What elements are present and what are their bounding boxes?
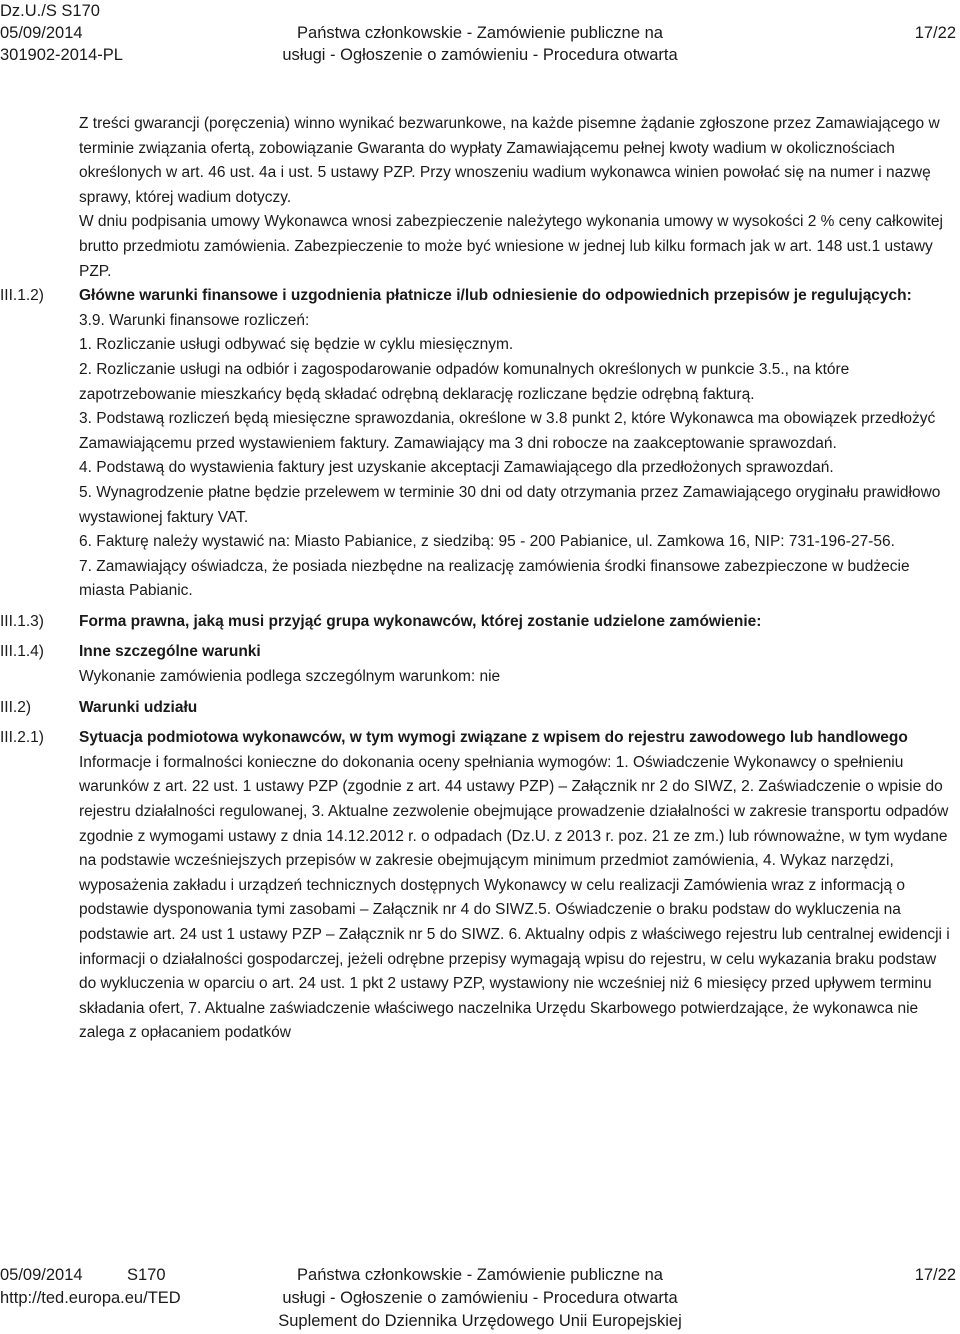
paragraph: 3. Podstawą rozliczeń będą miesięczne sprawozdania, określone w 3.8 punkt 2, które Wykonawca ma obowiązek przedłożyć Zamawiającemu przed wystawieniem faktury. Zamawiający ma 3 dni robocze na zaakceptowanie sprawozdań. [79, 410, 936, 452]
header-page-number: 17/22 [914, 24, 956, 42]
footer-series: S170 [127, 1266, 166, 1284]
header-title-line-1: Państwa członkowskie - Zamówienie publiczne na [297, 24, 663, 42]
footer-title-line-2: usługi - Ogłoszenie o zamówieniu - Procedura otwarta [282, 1289, 678, 1307]
header-title-line-2: usługi - Ogłoszenie o zamówieniu - Procedura otwarta [282, 46, 678, 64]
paragraph: 2. Rozliczanie usługi na odbiór i zagospodarowanie odpadów komunalnych określonych w punkcie 3.5., na które zapotrzebowanie mieszkańcy będą składać odrębną deklarację rozliczane będzie odrębną fakturą. [79, 360, 850, 403]
paragraph: W dniu podpisania umowy Wykonawca wnosi zabezpieczenie należytego wykonania umowy w wysokości 2 % ceny całkowitej brutto przedmiotu zamówienia. Zabezpieczenie to może być wniesione w jednej lub kilku formach jak w art. 148 ust.1 ustawy PZP. [79, 213, 943, 280]
section-heading: Inne szczególne warunki [79, 643, 261, 661]
section-heading: Forma prawna, jaką musi przyjąć grupa wykonawców, której zostanie udzielone zamówienie: [79, 612, 762, 630]
section-body [79, 726, 951, 1046]
paragraph: 1. Rozliczanie usługi odbywać się będzie w cyklu miesięcznym. [79, 336, 514, 354]
section [0, 640, 960, 689]
section-number-label: III.2) [0, 698, 32, 716]
section [0, 112, 960, 604]
section-number-label: III.1.4) [0, 643, 44, 661]
header-date: 05/09/2014 [0, 24, 83, 42]
notice-number: 301902-2014-PL [0, 46, 123, 64]
footer-date: 05/09/2014 [0, 1266, 83, 1284]
paragraph: 5. Wynagrodzenie płatne będzie przelewem w terminie 30 dni od daty otrzymania przez Zamawiającego oryginału prawidłowo wystawionej faktury VAT. [79, 483, 941, 526]
section [0, 696, 960, 721]
section-number-label: III.1.3) [0, 612, 44, 630]
paragraph: 3.9. Warunki finansowe rozliczeń: [79, 311, 310, 329]
document-body [0, 112, 960, 1046]
paragraph: 6. Fakturę należy wystawić na: Miasto Pabianice, z siedzibą: 95 - 200 Pabianice, ul. Zamkowa 16, NIP: 731-196-27-56. [79, 533, 895, 551]
section-heading: Warunki udziału [79, 698, 198, 716]
footer-supplement-name: Suplement do Dziennika Urzędowego Unii Europejskiej [278, 1312, 682, 1330]
section-body [79, 112, 951, 604]
section [0, 726, 960, 1046]
section-number-label: III.1.2) [0, 287, 44, 304]
footer-title-line-1: Państwa członkowskie - Zamówienie publiczne na [297, 1266, 663, 1284]
section-heading: Główne warunki finansowe i uzgodnienia płatnicze i/lub odniesienie do odpowiednich przepisów je regulujących: [79, 287, 912, 305]
paragraph: Z treści gwarancji (poręczenia) winno wynikać bezwarunkowe, na każde pisemne żądanie zgłoszone przez Zamawiającego w terminie związania ofertą, zobowiązanie Gwaranta do wypłaty Zamawiającemu pełnej kwoty wadium w okolicznościach określonych w art. 46 ust. 4a i ust. 5 ustawy PZP. Przy wnoszeniu wadium wykonawca winien powołać się na numer i nazwę sprawy, której wadium dotyczy. [79, 115, 940, 206]
section-body [79, 610, 951, 635]
section-body [79, 640, 951, 689]
paragraph: Wykonanie zamówienia podlega szczególnym warunkom: nie [79, 668, 501, 686]
section-number-label: III.2.1) [0, 729, 44, 747]
section-body [79, 696, 951, 721]
paragraph: 4. Podstawą do wystawienia faktury jest uzyskanie akceptacji Zamawiającego dla przedłożonych sprawozdań. [79, 459, 834, 477]
paragraph: Informacje i formalności konieczne do dokonania oceny spełniania wymogów: 1. Oświadczenie Wykonawcy o spełnieniu warunków z art. 22 ust. 1 ustawy PZP (zgodnie z art. 44 ustawy PZP) – Załącznik nr 2 do SIWZ, 2. Zaświadczenie o wpisie do rejestru działalności regulowanej, 3. Aktualne zezwolenie obejmujące prowadzenie działalności w zakresie transportu odpadów zgodnie z wymogami ustawy z dnia 14.12.2012 r. o odpadach (Dz.U. z 2013 r. poz. 21 ze zm.) lub równoważne, w tym wydane na podstawie wcześniejszych przepisów w zakresie obejmującym minimum przedmiot zamówienia, 4. Wykaz narzędzi, wyposażenia zakładu i urządzeń technicznych dostępnych Wykonawcy w celu realizacji Zamówienia wraz z informacją o podstawie dysponowania tymi zasobami – Załącznik nr 4 do SIWZ.5. Oświadczenie o braku podstaw do wykluczenia na podstawie art. 24 ust 1 ustawy PZP – Załącznik nr 5 do SIWZ. 6. Aktualny odpis z właściwego rejestru lub centralnej ewidencji i informacji o działalności gospodarczej, jeżeli odrębne przepisy wymagają wpisu do rejestru, w celu wykazania braku podstaw do wykluczenia w oparciu o art. 24 ust. 1 pkt 2 ustawy PZP, wystawiony nie wcześniej niż 6 miesięcy przed upływem terminu składania ofert, 7. Aktualne zaświadczenie właściwego naczelnika Urzędu Skarbowego potwierdzające, że wykonawca nie zalega z opłacaniem podatków [79, 753, 950, 1042]
section [0, 610, 960, 635]
footer-url-link[interactable]: http://ted.europa.eu/TED [0, 1289, 181, 1307]
footer-page-number: 17/22 [914, 1266, 956, 1284]
journal-reference: Dz.U./S S170 [0, 2, 100, 20]
paragraph: 7. Zamawiający oświadcza, że posiada niezbędne na realizację zamówienia środki finansowe zabezpieczone w budżecie miasta Pabianic. [79, 557, 910, 600]
section-heading: Sytuacja podmiotowa wykonawców, w tym wymogi związane z wpisem do rejestru zawodowego lub handlowego [79, 729, 908, 747]
